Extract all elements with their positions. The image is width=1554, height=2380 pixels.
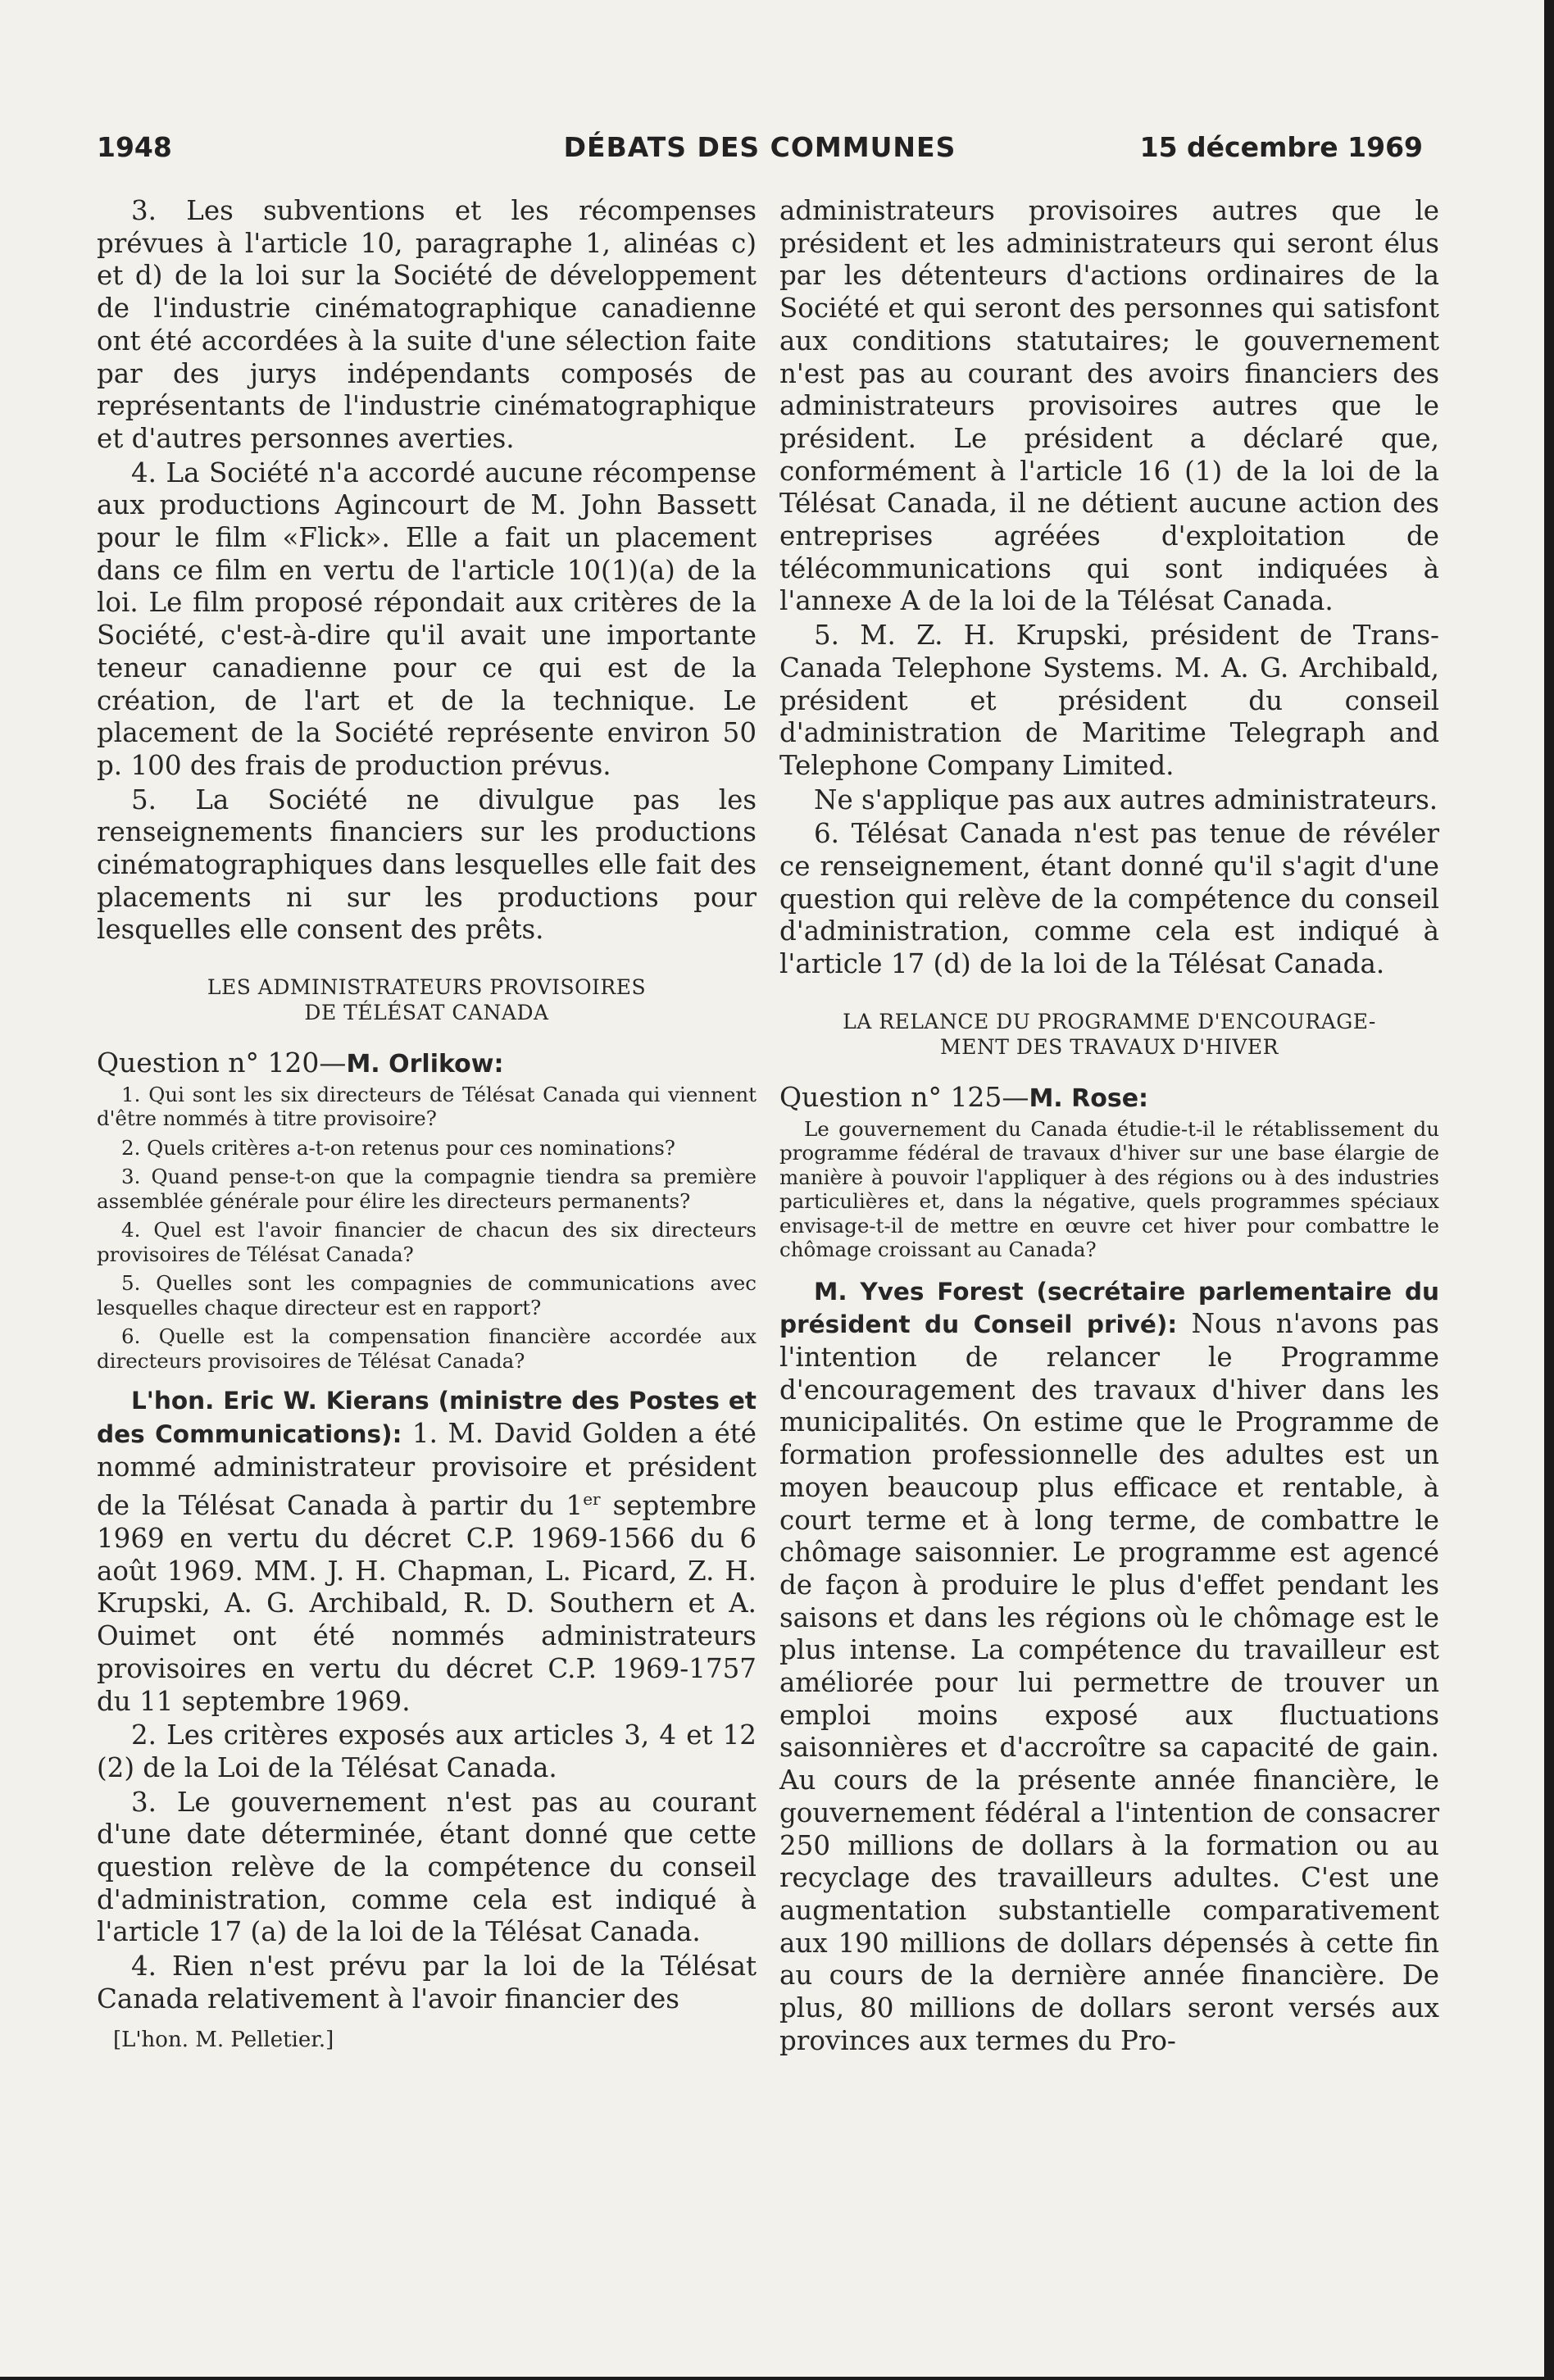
paragraph: administrateurs provisoires autres que le président et les administrateurs qui seront élus par les détenteurs d'actions ordinaires de la Société et qui seront des personnes qui satisfont aux conditions statutaires; le gouvernement n'est pas au courant des avoirs financiers des administrateurs provisoires autres que le président. Le président a déclaré que, conformément à l'article 16 (1) de la loi de la Télésat Canada, il ne détient aucune action des entreprises agréées d'exploitation de télécommunications qui sont indiquées à l'annexe A de la loi de la Télésat Canada. — [779, 195, 1439, 617]
paragraph: 3. Les subventions et les récompenses prévues à l'article 10, paragraphe 1, alinéas c) et d) de la loi sur la Société de développement de l'industrie cinématographique canadienne ont été accordées à la suite d'une sélection faite par des jurys indépendants composés de représentants de l'industrie cinématographique et d'autres personnes averties. — [97, 195, 757, 454]
question-item: 5. Quelles sont les compagnies de communications avec lesquelles chaque directeur est en rapport? — [97, 1271, 757, 1319]
page-number: 1948 — [97, 131, 172, 163]
question-item: 1. Qui sont les six directeurs de Télésat Canada qui viennent d'être nommés à titre provisoire? — [97, 1082, 757, 1131]
paragraph: 2. Les critères exposés aux articles 3, 4 et 12 (2) de la Loi de la Télésat Canada. — [97, 1719, 757, 1783]
answer-paragraph: M. Yves Forest (secrétaire parlementaire du président du Conseil privé): Nous n'avons pas l'intention de relancer le Programme d'encouragement des travaux d'hiver dans les municipalités. On estime que le Programme de formation professionnelle des adultes est un moyen beaucoup plus efficace et rentable, à court terme et à long terme, de combattre le chômage saisonnier. Le programme est agencé de façon à produire le plus d'effet pendant les saisons et dans les régions où le chômage est le plus intense. La compétence du travailleur est améliorée pour lui permettre de trouver un emploi moins exposé aux fluctuations saisonnières et d'accroître sa capacité de gain. Au cours de la présente année financière, le gouvernement fédéral a l'intention de consacrer 250 millions de dollars à la formation ou au recyclage des travailleurs adultes. C'est une augmentation substantielle comparativement aux 190 millions de dollars dépensés à cette fin au cours de la dernière année financière. De plus, 80 millions de dollars seront versés aux provinces aux termes du Pro- — [779, 1277, 1439, 2056]
question-item: 4. Quel est l'avoir financier de chacun des six directeurs provisoires de Télésat Canada? — [97, 1218, 757, 1266]
speaker-footer: [L'hon. M. Pelletier.] — [113, 2027, 334, 2052]
question-heading: Question n° 120—M. Orlikow: — [97, 1047, 504, 1079]
publication-title: DÉBATS DES COMMUNES — [563, 131, 956, 163]
page-header — [97, 131, 1423, 172]
answer-speaker: M. Yves Forest (secrétaire parlementaire du président du Conseil privé): — [779, 1277, 1439, 1339]
question-member: M. Rose: — [1029, 1083, 1149, 1113]
question-text — [779, 1117, 1439, 1262]
question-item: 6. Quelle est la compensation financière accordée aux directeurs provisoires de Télésat Canada? — [97, 1324, 757, 1373]
page-date: 15 décembre 1969 — [1139, 131, 1423, 163]
question-heading: Question n° 125—M. Rose: — [779, 1080, 1149, 1113]
paragraph: Ne s'applique pas aux autres administrateurs. — [814, 783, 1438, 815]
left-column — [97, 195, 757, 2054]
paragraph: 3. Le gouvernement n'est pas au courant d'une date déterminée, étant donné que cette question relève de la compétence du conseil d'administration, comme cela est indiqué à l'article 17 (a) de la loi de la Télésat Canada. — [97, 1786, 757, 1948]
question-item: Le gouvernement du Canada étudie-t-il le rétablissement du programme fédéral de travaux d'hiver sur une base élargie de manière à pouvoir l'appliquer à des régions ou à des industries particulières et, dans la négative, quels programmes spéciaux envisage-t-il de mettre en œuvre cet hiver pour combattre le chômage croissant au Canada? — [779, 1116, 1439, 1262]
paragraph: 5. La Société ne divulgue pas les renseignements financiers sur les productions cinématographiques dans lesquelles elle fait des placements ni sur les productions pour lesquelles elle consent des prêts. — [97, 783, 757, 946]
paragraph: 4. La Société n'a accordé aucune récompense aux productions Agincourt de M. John Bassett pour le film «Flick». Elle a fait un placement dans ce film en vertu de l'article 10(1)(a) de la loi. Le film proposé répondait aux critères de la Société, c'est-à-dire qu'il avait une importante teneur canadienne pour ce qui est de la création, de l'art et de la technique. Le placement de la Société représente environ 50 p. 100 des frais de production prévus. — [97, 456, 757, 781]
answer-speaker: L'hon. Eric W. Kierans (ministre des Postes et des Communications): — [97, 1387, 757, 1449]
paragraph: 4. Rien n'est prévu par la loi de la Télésat Canada relativement à l'avoir financier des — [97, 1951, 757, 2014]
paragraph: 5. M. Z. H. Krupski, président de Trans-Canada Telephone Systems. M. A. G. Archibald, président et président du conseil d'administration de Maritime Telegraph and Telephone Company Limited. — [779, 620, 1439, 781]
section-heading: LA RELANCE DU PROGRAMME D'ENCOURAGE- MENT DES TRAVAUX D'HIVER — [843, 1009, 1376, 1059]
question-list — [97, 1083, 757, 1374]
question-item: 2. Quels critères a-t-on retenus pour ces nominations? — [121, 1135, 675, 1160]
section-heading: LES ADMINISTRATEURS PROVISOIRES DE TÉLÉSAT CANADA — [207, 975, 647, 1025]
paragraph: 6. Télésat Canada n'est pas tenue de révéler ce renseignement, étant donné qu'il s'agit d'une question qui relève de la compétence du conseil d'administration, comme cela est indiqué à l'article 17 (d) de la loi de la Télésat Canada. — [779, 818, 1439, 980]
question-item: 3. Quand pense-t-on que la compagnie tiendra sa première assemblée générale pour élire les directeurs permanents? — [97, 1165, 757, 1213]
right-column — [779, 195, 1439, 2059]
question-member: M. Orlikow: — [346, 1050, 504, 1079]
answer-paragraph: L'hon. Eric W. Kierans (ministre des Postes et des Communications): 1. M. David Golden a été nommé administrateur provisoire et président de la Télésat Canada à partir du 1er septembre 1969 en vertu du décret C.P. 1969-1566 du 6 août 1969. MM. J. H. Chapman, L. Picard, Z. H. Krupski, A. G. Archibald, R. D. Southern et A. Ouimet ont été nommés administrateurs provisoires en vertu du décret C.P. 1969-1757 du 11 septembre 1969. — [97, 1387, 757, 1717]
